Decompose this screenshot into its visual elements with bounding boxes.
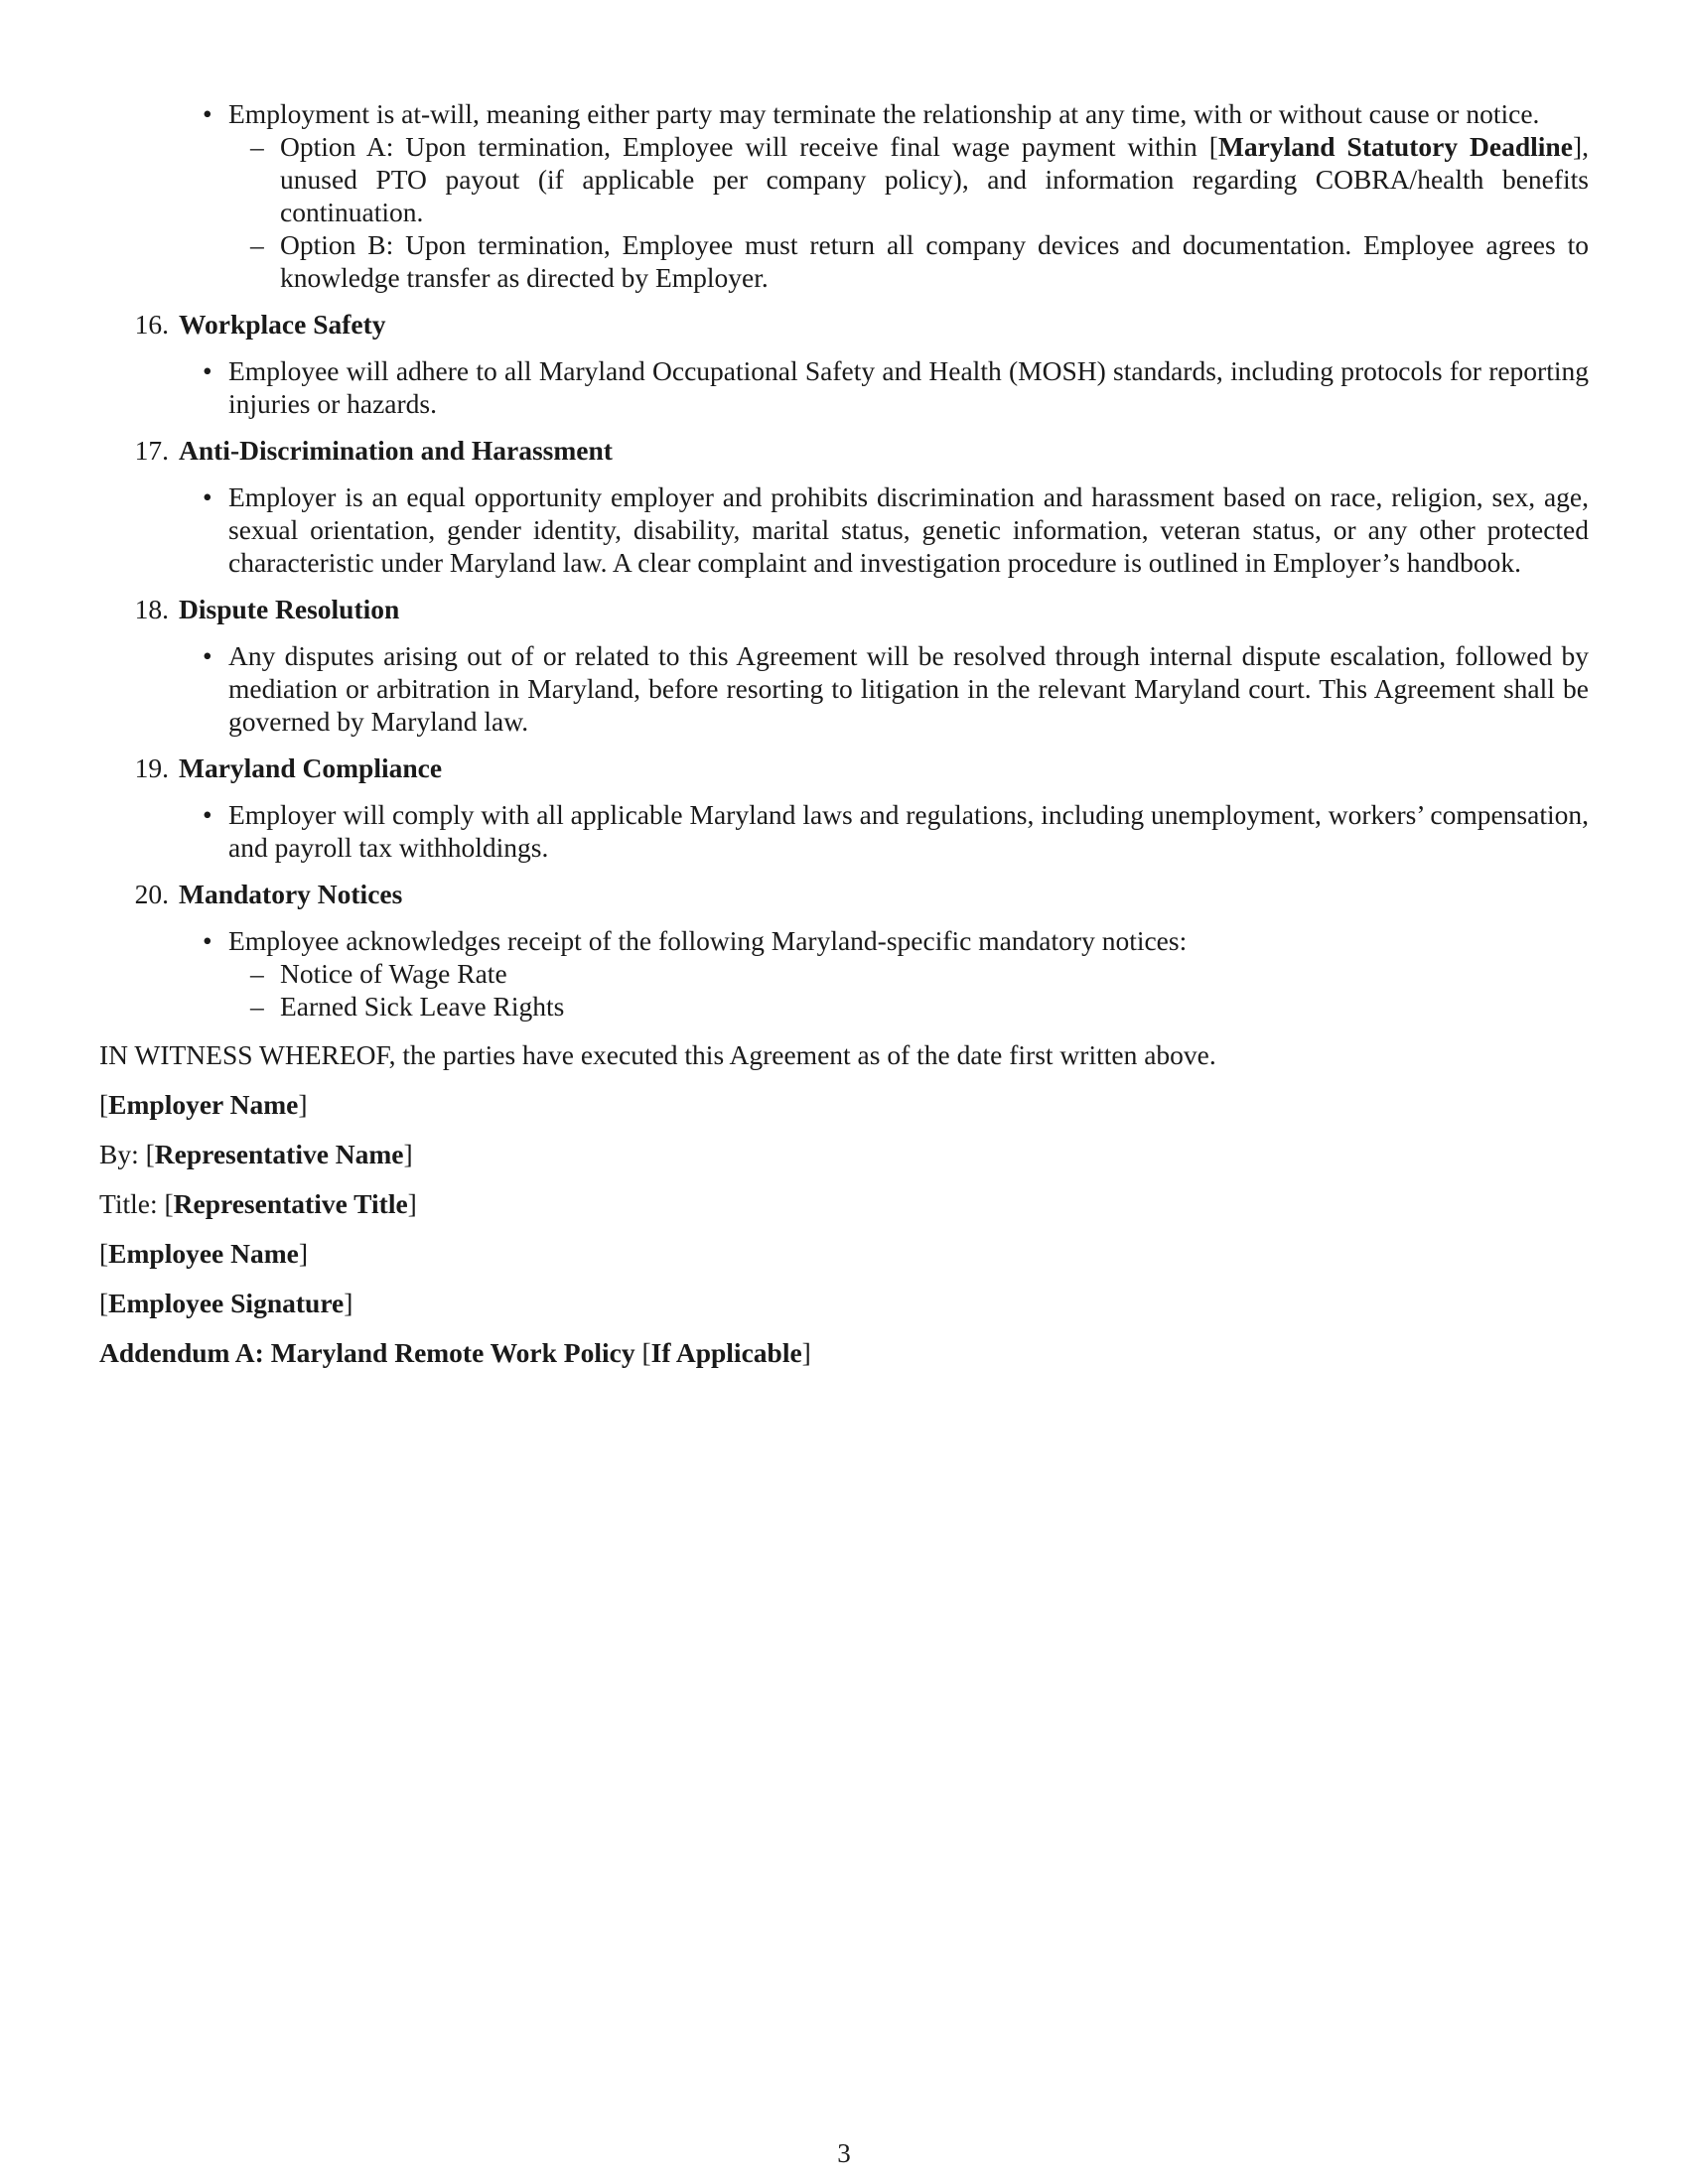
section-title: Anti-Discrimination and Harassment [179, 435, 613, 466]
list-item: – Option B: Upon termination, Employee must return all company devices and documentation. Employee agrees to knowledge transfer as directed by Employer. [280, 228, 1589, 294]
list-item: – Notice of Wage Rate [280, 957, 1589, 990]
list-item: • Employee will adhere to all Maryland Occupational Safety and Health (MOSH) standards, including protocols for reporting injuries or hazards. [228, 354, 1589, 420]
section-17 [99, 434, 1589, 579]
addendum-title: Addendum A: Maryland Remote Work Policy [If Applicable] [99, 1337, 811, 1368]
section-heading: 19. Maryland Compliance [134, 752, 443, 783]
list-item [228, 97, 1589, 294]
witness-clause: IN WITNESS WHEREOF, the parties have executed this Agreement as of the date first written above. [99, 1039, 1216, 1070]
document-body [99, 97, 1589, 1369]
page-number: 3 [837, 2138, 851, 2168]
section-heading: 18. Dispute Resolution [134, 594, 400, 624]
list-item: • Employer is an equal opportunity employer and prohibits discrimination and harassment based on race, religion, sex, age, sexual orientation, gender identity, disability, marital status, genetic information, veteran status, or any other protected characteristic under Maryland law. A clear complaint and investigation procedure is outlined in Employer’s handbook. [228, 480, 1589, 579]
employee-name-line: [Employee Name] [99, 1238, 309, 1269]
list-item: – Earned Sick Leave Rights [280, 990, 1589, 1023]
section-title: Maryland Compliance [179, 752, 443, 783]
employer-name-line: [Employer Name] [99, 1089, 308, 1120]
section-heading: 17. Anti-Discrimination and Harassment [134, 435, 613, 466]
list-item: • Any disputes arising out of or related to this Agreement will be resolved through internal dispute escalation, followed by mediation or arbitration in Maryland, before resorting to litigation in the relevant Maryland court. This Agreement shall be governed by Maryland law. [228, 639, 1589, 738]
termination-options [280, 130, 1589, 294]
placeholder-statutory-deadline: Maryland Statutory Deadline [1217, 131, 1573, 162]
by-line: By: [Representative Name] [99, 1139, 413, 1169]
section-19 [99, 751, 1589, 864]
section-20 [99, 878, 1589, 1023]
title-line: Title: [Representative Title] [99, 1188, 417, 1219]
list-item: – Option A: Upon termination, Employee will receive final wage payment within [Maryland Statutory Deadline], unused PTO payout (if applicable per company policy), and information regarding COBRA/health benefits continuation. [280, 130, 1589, 228]
list-item: • Employer will comply with all applicable Maryland laws and regulations, including unemployment, workers’ compensation, and payroll tax withholdings. [228, 798, 1589, 864]
section-heading: 16. Workplace Safety [134, 309, 386, 340]
section-title: Dispute Resolution [179, 594, 400, 624]
employee-signature-line: [Employee Signature] [99, 1288, 353, 1318]
section-heading: 20. Mandatory Notices [134, 879, 403, 909]
termination-list [228, 97, 1589, 294]
section-18 [99, 593, 1589, 738]
section-title: Mandatory Notices [179, 879, 403, 909]
section-title: Workplace Safety [179, 309, 386, 340]
list-item: • Employee acknowledges receipt of the following Maryland-specific mandatory notices: – Notice of Wage Rate – Earned Sick Leave Rights [228, 924, 1589, 1023]
section-16 [99, 308, 1589, 420]
at-will-text: Employment is at-will, meaning either party may terminate the relationship at any time, with or without cause or notice. [228, 98, 1540, 129]
